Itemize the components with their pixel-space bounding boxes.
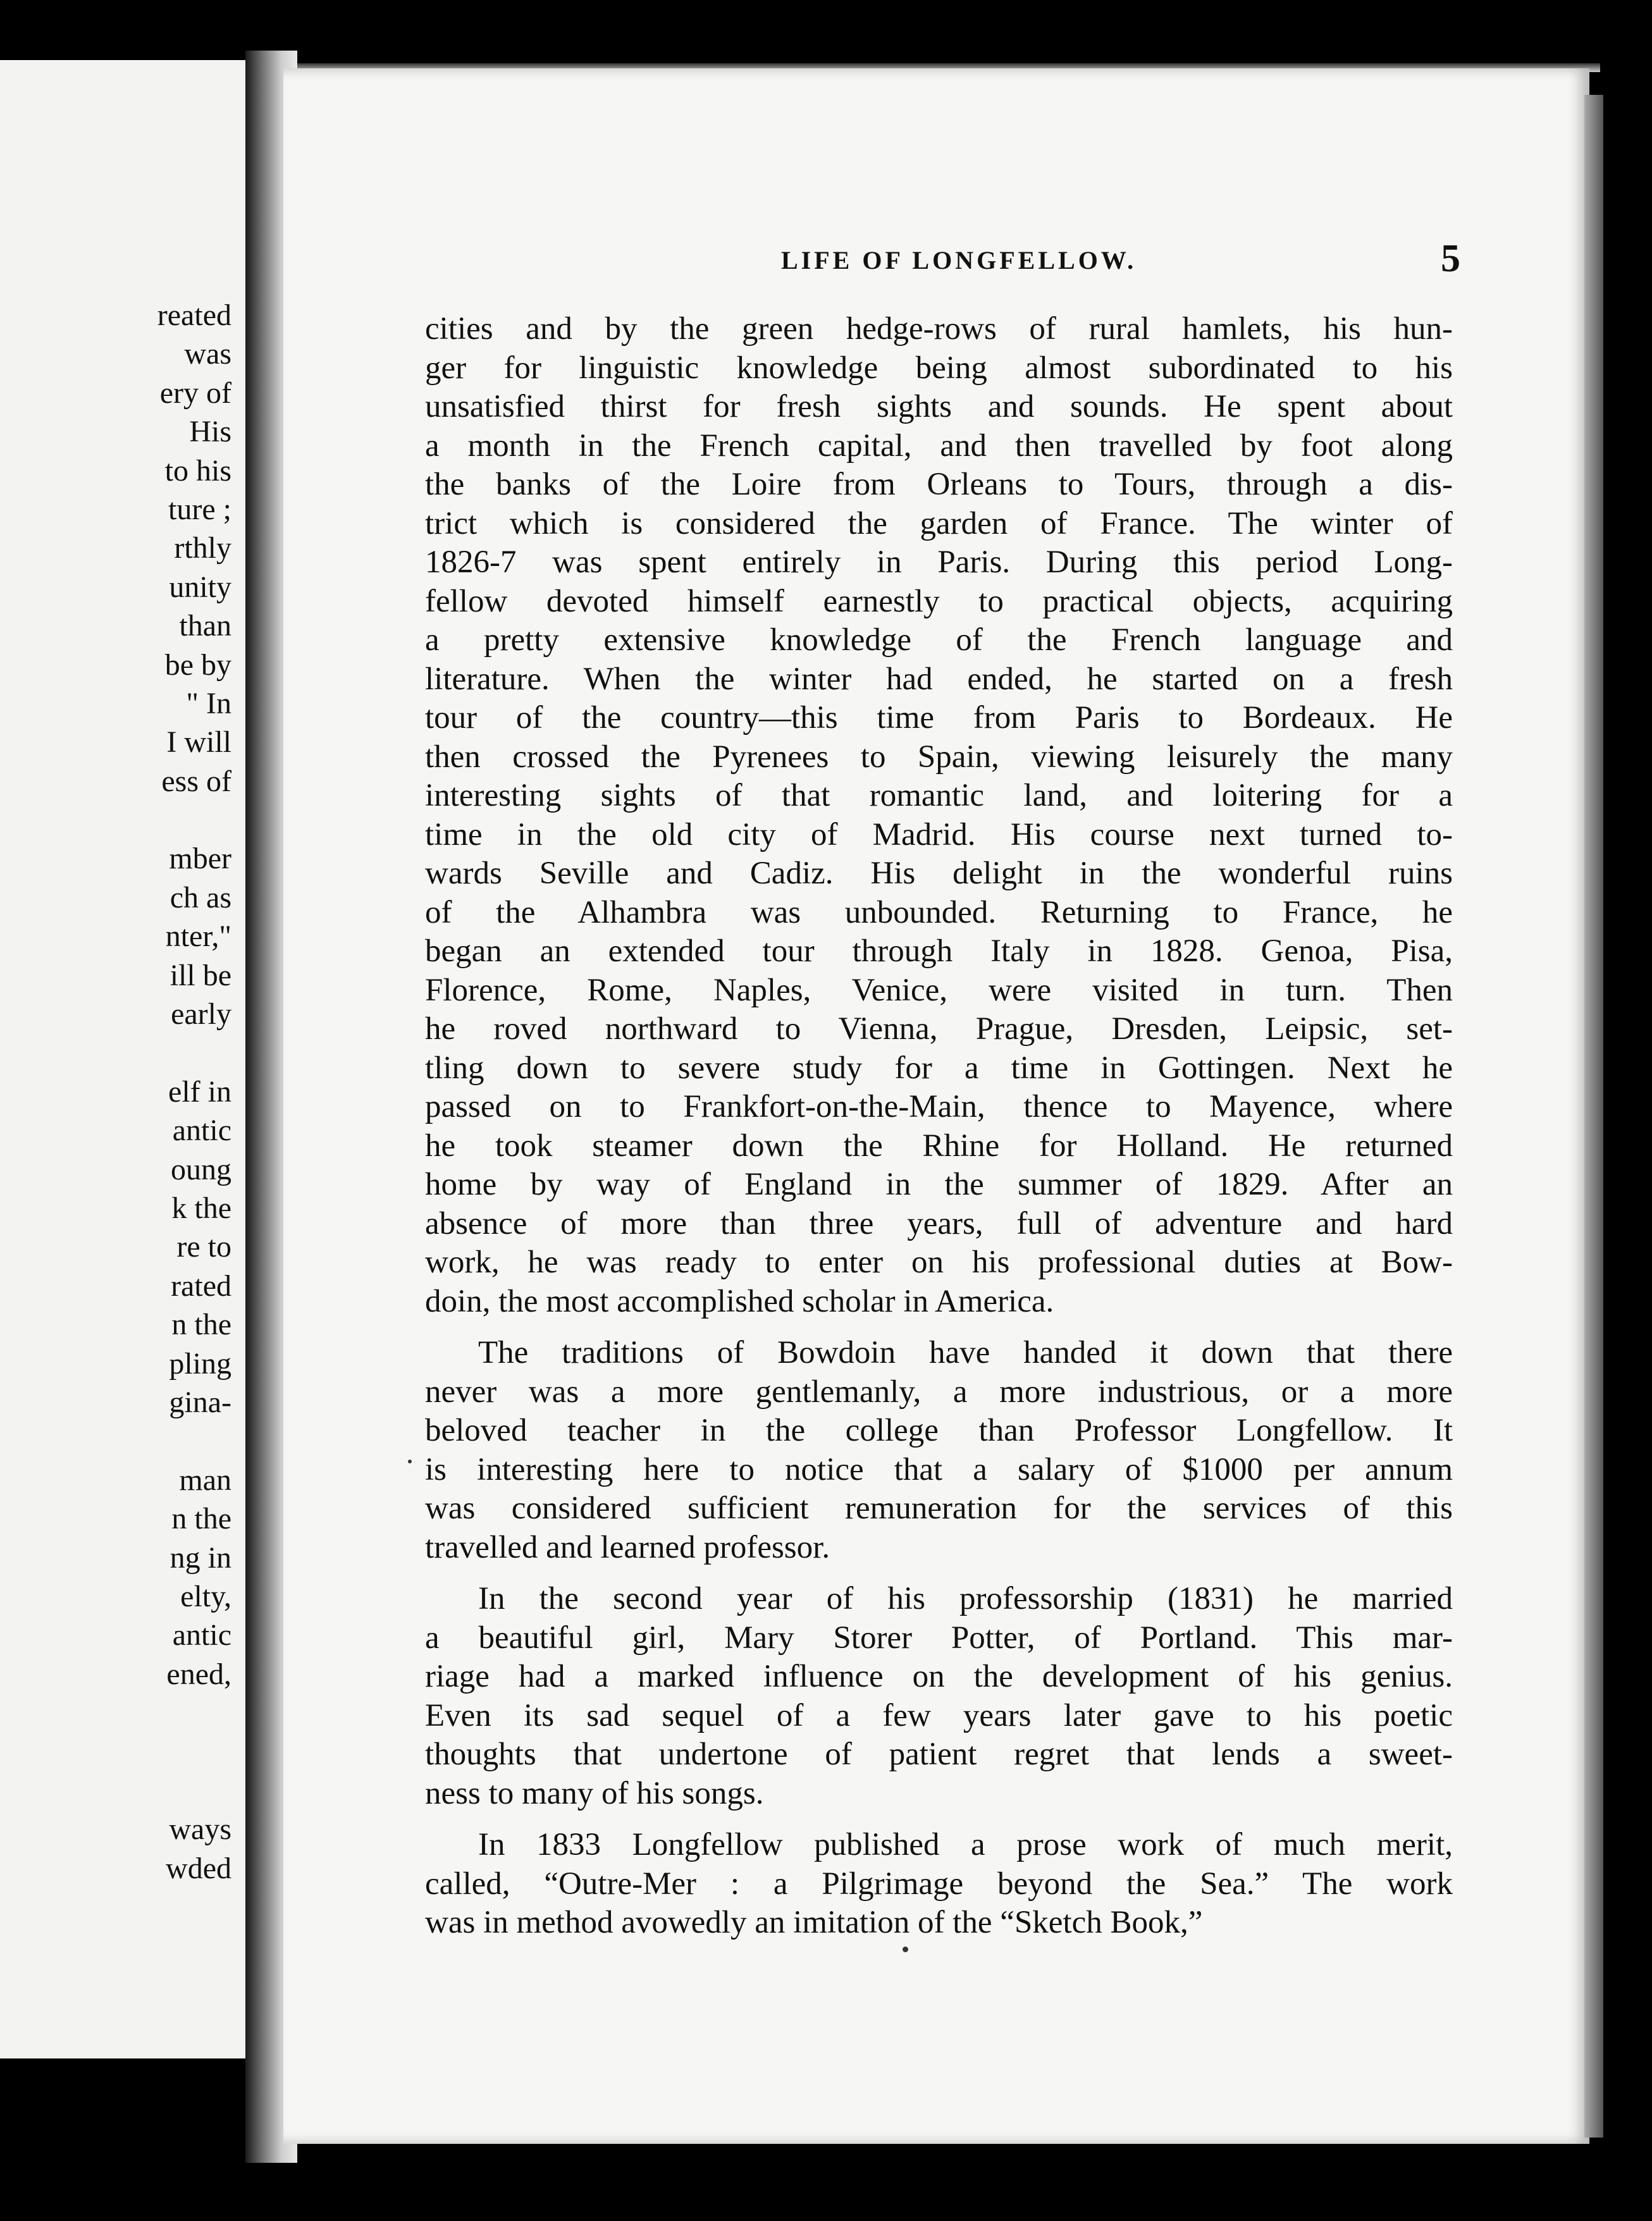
text-line: Florence, Rome, Naples, Venice, were visited in turn. Then [425, 972, 1453, 1008]
paragraph [425, 1334, 1453, 1567]
left-page-line: rated [171, 1269, 231, 1303]
left-page-line [4, 1771, 231, 1810]
text-line: thoughts that undertone of patient regret that lends a sweet- [425, 1737, 1453, 1772]
ink-speck [408, 1460, 412, 1463]
left-page-line: than [179, 609, 231, 643]
text-line: he took steamer down the Rhine for Holland. He returned [425, 1128, 1453, 1164]
left-page-line: I will [166, 725, 231, 760]
text-line: tour of the country—this time from Paris to Bordeaux. He [425, 700, 1453, 735]
text-line: cities and by the green hedge-rows of rural hamlets, his hun- [425, 311, 1453, 347]
left-page-line: ways [169, 1812, 231, 1847]
left-page-line: to his [164, 453, 231, 488]
text-line: passed on to Frankfort-on-the-Main, thence to Mayence, where [425, 1089, 1453, 1124]
left-page-line: rthly [174, 531, 231, 565]
text-line: literature. When the winter had ended, he started on a fresh [425, 661, 1453, 697]
left-page-line: man [179, 1463, 231, 1497]
text-line: home by way of England in the summer of 1829. After an [425, 1167, 1453, 1202]
left-page-line: pling [169, 1346, 231, 1381]
paragraph [425, 310, 1453, 1321]
left-page-line: n the [171, 1502, 231, 1536]
left-page-line: ill be [170, 958, 231, 992]
text-line: began an extended tour through Italy in 1828. Genoa, Pisa, [425, 933, 1453, 969]
text-line: never was a more gentlemanly, a more industrious, or a more [425, 1374, 1453, 1410]
left-page-line: antic [172, 1114, 231, 1148]
text-line: riage had a marked influence on the development of his genius. [425, 1659, 1453, 1694]
left-page-line [4, 1033, 231, 1072]
left-page-line: ess of [161, 764, 231, 798]
left-page-line: ture ; [168, 492, 231, 526]
left-page-line: His [189, 415, 231, 449]
text-line: work, he was ready to enter on his professional duties at Bow- [425, 1245, 1453, 1280]
left-page [0, 60, 249, 2058]
left-page-line: ch as [170, 880, 231, 914]
paragraph [425, 1580, 1453, 1813]
left-page-line: ery of [159, 376, 231, 410]
left-page-line: reated [157, 298, 231, 332]
text-line: In the second year of his professorship (1831) he married [478, 1581, 1453, 1616]
text-line: The traditions of Bowdoin have handed it down that there [478, 1335, 1453, 1370]
running-header: LIFE OF LONGFELLOW. [781, 246, 1137, 274]
left-page-line: unity [169, 570, 231, 604]
left-page-line: early [171, 997, 231, 1031]
left-page-line: wded [166, 1851, 231, 1885]
text-line: travelled and learned professor. [425, 1529, 830, 1565]
text-line: a pretty extensive knowledge of the French language and [425, 622, 1453, 658]
text-line: wards Seville and Cadiz. His delight in the wonderful ruins [425, 856, 1453, 891]
left-page-line [4, 1732, 231, 1771]
left-page-line: nter," [165, 920, 231, 954]
text-line: a month in the French capital, and then travelled by foot along [425, 428, 1453, 464]
text-line: fellow devoted himself earnestly to practical objects, acquiring [425, 583, 1453, 619]
text-line: the banks of the Loire from Orleans to Tours, through a dis- [425, 467, 1453, 502]
text-line: beloved teacher in the college than Professor Longfellow. It [425, 1413, 1453, 1448]
text-line: then crossed the Pyrenees to Spain, viewing leisurely the many [425, 739, 1453, 775]
text-line: interesting sights of that romantic land, and loitering for a [425, 778, 1453, 813]
text-line: ger for linguistic knowledge being almost subordinated to his [425, 350, 1453, 386]
left-page-line: k the [171, 1191, 231, 1225]
text-line: absence of more than three years, full of adventure and hard [425, 1205, 1453, 1241]
text-line: called, “Outre-Mer : a Pilgrimage beyond the Sea.” The work [425, 1866, 1453, 1902]
left-page-line [4, 1422, 231, 1460]
left-page-line: ng in [170, 1541, 231, 1575]
left-page-line: elf in [168, 1074, 231, 1109]
text-line: Even its sad sequel of a few years later gave to his poetic [425, 1697, 1453, 1733]
left-page-text [4, 296, 231, 1888]
text-line: 1826-7 was spent entirely in Paris. During this period Long- [425, 544, 1453, 580]
text-line: he roved northward to Vienna, Prague, Dresden, Leipsic, set- [425, 1011, 1453, 1047]
ink-speck [903, 1947, 908, 1952]
left-page-line: gina- [169, 1385, 231, 1419]
body-text [425, 310, 1453, 1943]
text-line: time in the old city of Madrid. His course next turned to- [425, 816, 1453, 852]
text-line: tling down to severe study for a time in Gottingen. Next he [425, 1050, 1453, 1086]
page-number: 5 [1441, 237, 1460, 280]
text-line: was in method avowedly an imitation of the “Sketch Book,” [425, 1905, 1203, 1940]
left-page-line [4, 1694, 231, 1732]
left-page-line: mber [169, 842, 231, 876]
text-line: unsatisfied thirst for fresh sights and sounds. He spent about [425, 389, 1453, 424]
left-page-line: ened, [166, 1657, 231, 1691]
left-page-line: " In [186, 686, 231, 720]
text-line: was considered sufficient remuneration for the services of this [425, 1491, 1453, 1526]
text-line: doin, the most accomplished scholar in America. [425, 1283, 1054, 1319]
left-page-line: oung [171, 1152, 231, 1186]
left-page-line: was [184, 337, 231, 371]
left-page-line [4, 801, 231, 839]
text-line: trict which is considered the garden of France. The winter of [425, 505, 1453, 541]
left-page-line: n the [171, 1308, 231, 1342]
paragraph [425, 1826, 1453, 1943]
left-page-line: antic [172, 1618, 231, 1652]
text-line: a beautiful girl, Mary Storer Potter, of Portland. This mar- [425, 1620, 1453, 1656]
left-page-line: re to [176, 1230, 231, 1264]
text-line: is interesting here to notice that a salary of $1000 per annum [425, 1451, 1453, 1487]
left-page-line: elty, [180, 1579, 231, 1613]
left-page-line: be by [164, 648, 231, 682]
text-line: In 1833 Longfellow published a prose work of much merit, [478, 1827, 1453, 1862]
text-line: ness to many of his songs. [425, 1775, 764, 1811]
text-line: of the Alhambra was unbounded. Returning to France, he [425, 894, 1453, 930]
page-right-edge [1584, 95, 1603, 2138]
